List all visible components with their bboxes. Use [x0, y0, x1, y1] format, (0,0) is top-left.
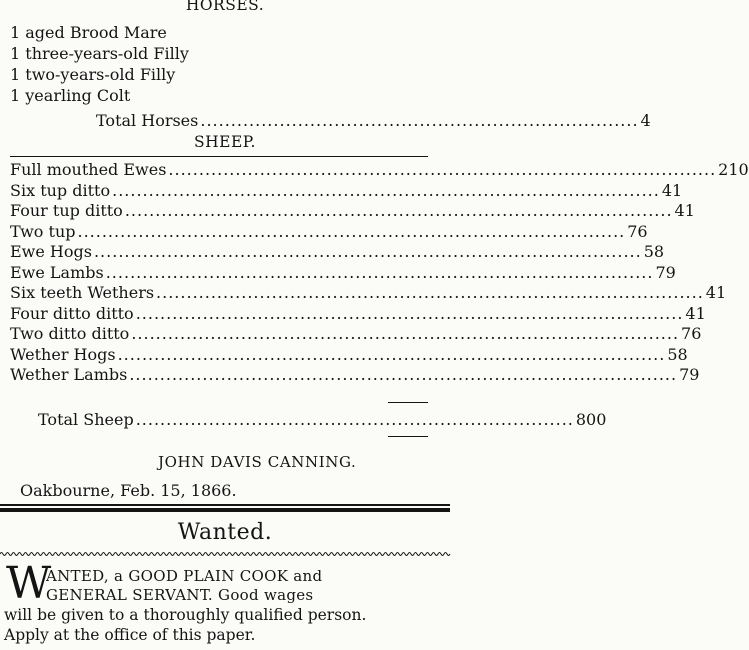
separator-rule — [0, 508, 450, 512]
sheep-label: Ewe Hogs — [10, 242, 92, 261]
sheep-total-label: Total Sheep — [38, 410, 134, 429]
horse-item: 1 aged Brood Mare — [10, 23, 167, 42]
sheep-value: 210 — [718, 160, 749, 179]
sheep-row — [10, 221, 648, 242]
leader-dots: .......................................................................................... — [77, 221, 626, 241]
wanted-line: will be given to a thoroughly qualified person. — [4, 606, 367, 624]
drop-cap: W — [6, 558, 52, 609]
sheep-label: Four ditto ditto — [10, 303, 134, 323]
sheep-label: Wether Hogs — [10, 344, 116, 364]
sheep-row — [10, 201, 695, 221]
horses-total-row — [96, 111, 651, 131]
wanted-line: ANTED, a GOOD PLAIN COOK and — [46, 567, 323, 585]
sheep-value: 79 — [679, 365, 700, 384]
sheep-total-row — [38, 410, 607, 430]
leader-dots: .......................................................................................... — [131, 324, 680, 343]
sheep-label: Wether Lambs — [10, 365, 128, 384]
sheep-row — [10, 160, 749, 180]
sum-rule — [388, 436, 428, 437]
sheep-row — [10, 365, 700, 385]
sheep-value: 58 — [643, 242, 665, 261]
leader-dots: .......................................................................................... — [129, 365, 678, 384]
sheep-value: 41 — [705, 283, 727, 302]
horses-heading: HORSES. — [185, 0, 265, 14]
leader-dots: ........................................................................ — [135, 410, 574, 429]
leader-dots: .......................................................................................... — [124, 201, 673, 220]
separator-rule — [0, 504, 450, 506]
leader-dots: .......................................................................................... — [156, 283, 704, 302]
leader-dots: .......................................................................................... — [135, 303, 684, 323]
sheep-value: 41 — [685, 303, 706, 323]
horse-item: 1 yearling Colt — [10, 86, 131, 105]
sheep-label: Ewe Lambs — [10, 262, 104, 282]
signature: JOHN DAVIS CANNING. — [158, 453, 357, 471]
horse-item: 1 three-years-old Filly — [10, 44, 189, 63]
wanted-line: GENERAL SERVANT. Good wages — [46, 586, 314, 604]
sheep-row — [10, 262, 676, 283]
leader-dots: .......................................................................................... — [93, 242, 642, 261]
leader-dots: .......................................................................................... — [105, 262, 654, 282]
sheep-value: 79 — [655, 262, 676, 282]
horses-total-value: 4 — [640, 111, 651, 130]
leader-dots: .......................................................................................... — [112, 180, 660, 200]
sheep-value: 41 — [661, 180, 683, 200]
sheep-label: Full mouthed Ewes — [10, 160, 167, 179]
wanted-line: Apply at the office of this paper. — [4, 626, 256, 644]
sheep-label: Two ditto ditto — [10, 324, 130, 343]
sheep-heading: SHEEP. — [194, 133, 256, 151]
sheep-value: 76 — [681, 324, 702, 343]
sheep-row — [10, 180, 683, 201]
wanted-heading: Wanted. — [177, 520, 273, 545]
wavy-divider — [0, 551, 450, 557]
sheep-total-value: 800 — [575, 410, 607, 429]
sheep-label: Two tup — [10, 221, 76, 241]
sheep-row — [10, 324, 702, 344]
dateline: Oakbourne, Feb. 15, 1866. — [20, 481, 237, 500]
divider — [10, 156, 428, 157]
sheep-value: 76 — [627, 221, 648, 241]
sheep-value: 58 — [667, 344, 688, 364]
sheep-row — [10, 344, 688, 365]
sheep-row — [10, 303, 706, 324]
sheep-value: 41 — [674, 201, 695, 220]
horse-item: 1 two-years-old Filly — [10, 65, 176, 84]
sheep-label: Six tup ditto — [10, 180, 111, 200]
sheep-label: Six teeth Wethers — [10, 283, 155, 302]
sheep-row — [10, 283, 727, 303]
leader-dots: ........................................................................ — [200, 111, 639, 130]
leader-dots: .......................................................................................... — [168, 160, 717, 179]
sheep-row — [10, 242, 665, 262]
horses-total-label: Total Horses — [96, 111, 199, 130]
leader-dots: .......................................................................................... — [117, 344, 666, 364]
sum-rule — [388, 402, 428, 403]
sheep-label: Four tup ditto — [10, 201, 123, 220]
